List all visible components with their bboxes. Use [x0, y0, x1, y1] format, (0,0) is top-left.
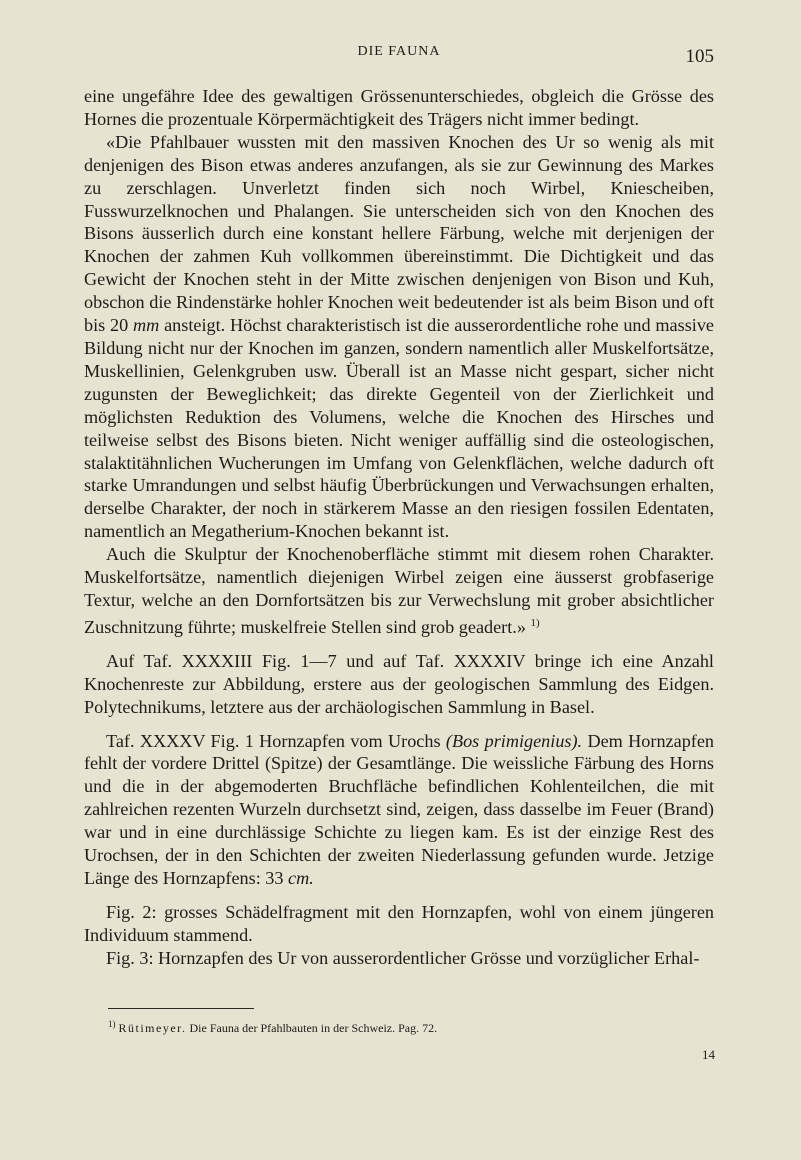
paragraph-text: Taf. XXXXV Fig. 1 Hornzapfen vom Urochs [106, 730, 441, 751]
paragraph-text: Dem Hornzapfen fehlt der vordere Drittel (Spitze) der Gesamtlänge. Die weissliche Färbung des Horns und die in der abgemoderten Bruchfläche befindlichen Kohlenteilchen, die mit zahlreichen rezenten Wurzeln durchsetzt sind, zeigen, dass dasselbe im Feuer (Brand) war und in eine durchlässige Schichte zu liegen kam. Es ist der einzige Rest des Urochsen, der in den Schichten der zweiten Niederlassung gefunden wurde. Jetzige Länge des Hornzapfens: 33 [84, 730, 715, 888]
paragraph-text: eine ungefähre Idee des gewaltigen Grössenunterschiedes, obgleich die Grösse des Hornes die prozentuale Körpermächtigkeit des Trägers nicht immer bedingt. [84, 86, 714, 129]
paragraph [84, 901, 714, 947]
footnote-author: Rütimeyer. [118, 1021, 187, 1035]
page-number: 105 [685, 46, 714, 67]
paragraph [84, 543, 714, 639]
paragraph-text: Auf Taf. XXXXIII Fig. 1—7 und auf Taf. XXXXIV bringe ich eine Anzahl Knochenreste zur Abbildung, erstere aus der geologischen Sammlung des Eidgen. Polytechnikums, letztere aus der archäologischen Sammlung in Basel. [84, 650, 714, 717]
footnote-reference: 1) [530, 616, 540, 629]
paragraph [84, 947, 714, 970]
footnote-divider [108, 1008, 254, 1009]
running-title: DIE FAUNA [357, 44, 441, 59]
sheet-signature: 14 [702, 1047, 715, 1062]
footnote [108, 1016, 714, 1036]
footnote-text: Die Fauna der Pfahlbauten in der Schweiz. Pag. 72. [189, 1021, 438, 1035]
paragraph-text: «Die Pfahlbauer wussten mit den massiven Knochen des Ur so wenig als mit denjenigen des Bison etwas anderes anzufangen, als sie zur Gewinnung des Markes zu zerschlagen. Unverletzt finden sich noch Wirbel, Kniescheiben, Fusswurzelknochen und Phalangen. Sie unterscheiden sich von den Knochen des Bisons äusserlich durch eine konstant hellere Färbung, welche mit derjenigen der Knochen der zahmen Kuh vollkommen übereinstimmt. Die Dichtigkeit und das Gewicht der Knochen steht in der Mitte zwischen denjenigen von Bison und Kuh, obschon die Rindenstärke hohler Knochen weit bedeutender ist als beim Bison und oft bis 20 [84, 131, 714, 336]
species-name: (Bos primigenius). [445, 730, 583, 751]
page-header [84, 44, 714, 74]
footnote-mark: 1) [108, 1019, 116, 1029]
unit-text: cm. [288, 867, 314, 888]
unit-text: mm [133, 315, 160, 336]
paragraph [84, 650, 714, 719]
paragraph [84, 85, 714, 131]
paragraph [84, 730, 714, 890]
paragraph-text: Fig. 2: grosses Schädelfragment mit den Hornzapfen, wohl von einem jüngeren Individuum stammend. [84, 901, 714, 945]
paragraph-text: Auch die Skulptur der Knochenoberfläche stimmt mit diesem rohen Charakter. Muskelfortsätze, namentlich diejenigen Wirbel zeigen eine äusserst grobfaserige Textur, welche an den Dornfortsätzen bis zur Verwechslung mit grober absichtlicher Zuschnitzung führte; muskelfreie Stellen sind grob geadert.» [84, 544, 714, 637]
paragraph [84, 131, 714, 543]
paragraph-text: ansteigt. Höchst charakteristisch ist die ausserordentliche rohe und massive Bildung nicht nur der Knochen im ganzen, sondern namentlich aller Muskelfortsätze, Muskellinien, Gelenkgruben usw. Überall ist an Masse nicht gespart, sicher nicht zugunsten der Beweglichkeit; das direkte Gegenteil von der Zierlichkeit und möglichsten Reduktion des Volumens, welche die Knochen des Hirsches und teilweise selbst des Bisons bieten. Nicht weniger auffällig sind die osteologischen, stalaktitähnlichen Wucherungen im Umfang von Gelenkflächen, welche dadurch oft starke Umrandungen und selbst häufig Überbrückungen und Verwachsungen erhalten, derselbe Charakter, der noch in stärkerem Masse an den riesigen fossilen Edentaten, namentlich an Megatherium-Knochen bekannt ist. [84, 315, 715, 542]
paragraph-text: Fig. 3: Hornzapfen des Ur von ausserordentlicher Grösse und vorzüglicher Erhal- [106, 947, 700, 968]
body-text [84, 85, 714, 970]
